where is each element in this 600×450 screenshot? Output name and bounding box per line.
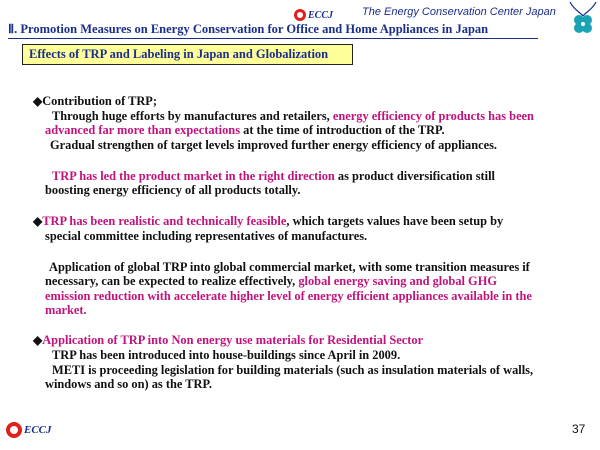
- section-3-heading: ◆Application of TRP into Non energy use materials for Residential Sector: [33, 333, 424, 347]
- section-1-line-4: TRP has led the product market in the right direction as product diversification still: [52, 169, 495, 183]
- eccj-logo-text: ECCJ: [308, 9, 334, 21]
- subtitle-box: Effects of TRP and Labeling in Japan and Globalization: [22, 44, 353, 65]
- section-1-line-2: advanced far more than expectations at the time of introduction of the TRP.: [45, 123, 445, 137]
- eccj-header-logo: [294, 6, 350, 20]
- diamond-bullet-icon: ◆: [33, 214, 43, 228]
- section-1-heading: ◆Contribution of TRP;: [33, 94, 157, 108]
- eccj-footer-logo-text: ECCJ: [24, 424, 52, 437]
- eccj-footer-logo: [6, 421, 52, 439]
- diamond-bullet-icon: ◆: [33, 94, 43, 108]
- section-3-line-3: windows and so on) as the TRP.: [45, 377, 212, 391]
- page-title: Ⅱ. Promotion Measures on Energy Conservation for Office and Home Appliances in Japan: [8, 22, 489, 36]
- page-number: 37: [572, 422, 586, 436]
- section-2-line-5: emission reduction with accelerate higher level of energy efficient appliances available in the: [45, 289, 532, 303]
- section-2-line-2: special committee including representatives of manufactures.: [45, 229, 368, 243]
- section-1-line-5: boosting energy efficiency of all products totally.: [45, 183, 301, 197]
- section-3-line-1: TRP has been introduced into house-buildings since April in 2009.: [52, 348, 401, 362]
- title-underline: [8, 38, 538, 39]
- eccj-logo-icon: [294, 9, 306, 21]
- organization-name: The Energy Conservation Center Japan: [362, 6, 556, 18]
- diamond-bullet-icon: ◆: [33, 333, 43, 347]
- eccj-logo-icon: [6, 422, 22, 438]
- section-2-line-4: necessary, can be expected to realize effectively, global energy saving and global GHG: [45, 274, 497, 288]
- section-1-line-3: Gradual strengthen of target levels improved further energy efficiency of appliances.: [50, 138, 498, 152]
- section-2-line-3: Application of global TRP into global commercial market, with some transition measures if: [49, 260, 530, 274]
- section-1-line-1: Through huge efforts by manufactures and retailers, energy efficiency of products has been: [52, 109, 534, 123]
- section-3-line-2: METI is proceeding legislation for building materials (such as insulation materials of walls,: [52, 363, 534, 377]
- section-2-heading: ◆TRP has been realistic and technically feasible, which targets values have been setup by: [33, 214, 504, 228]
- clover-logo-icon: [566, 0, 600, 42]
- section-2-line-6: market.: [45, 303, 87, 317]
